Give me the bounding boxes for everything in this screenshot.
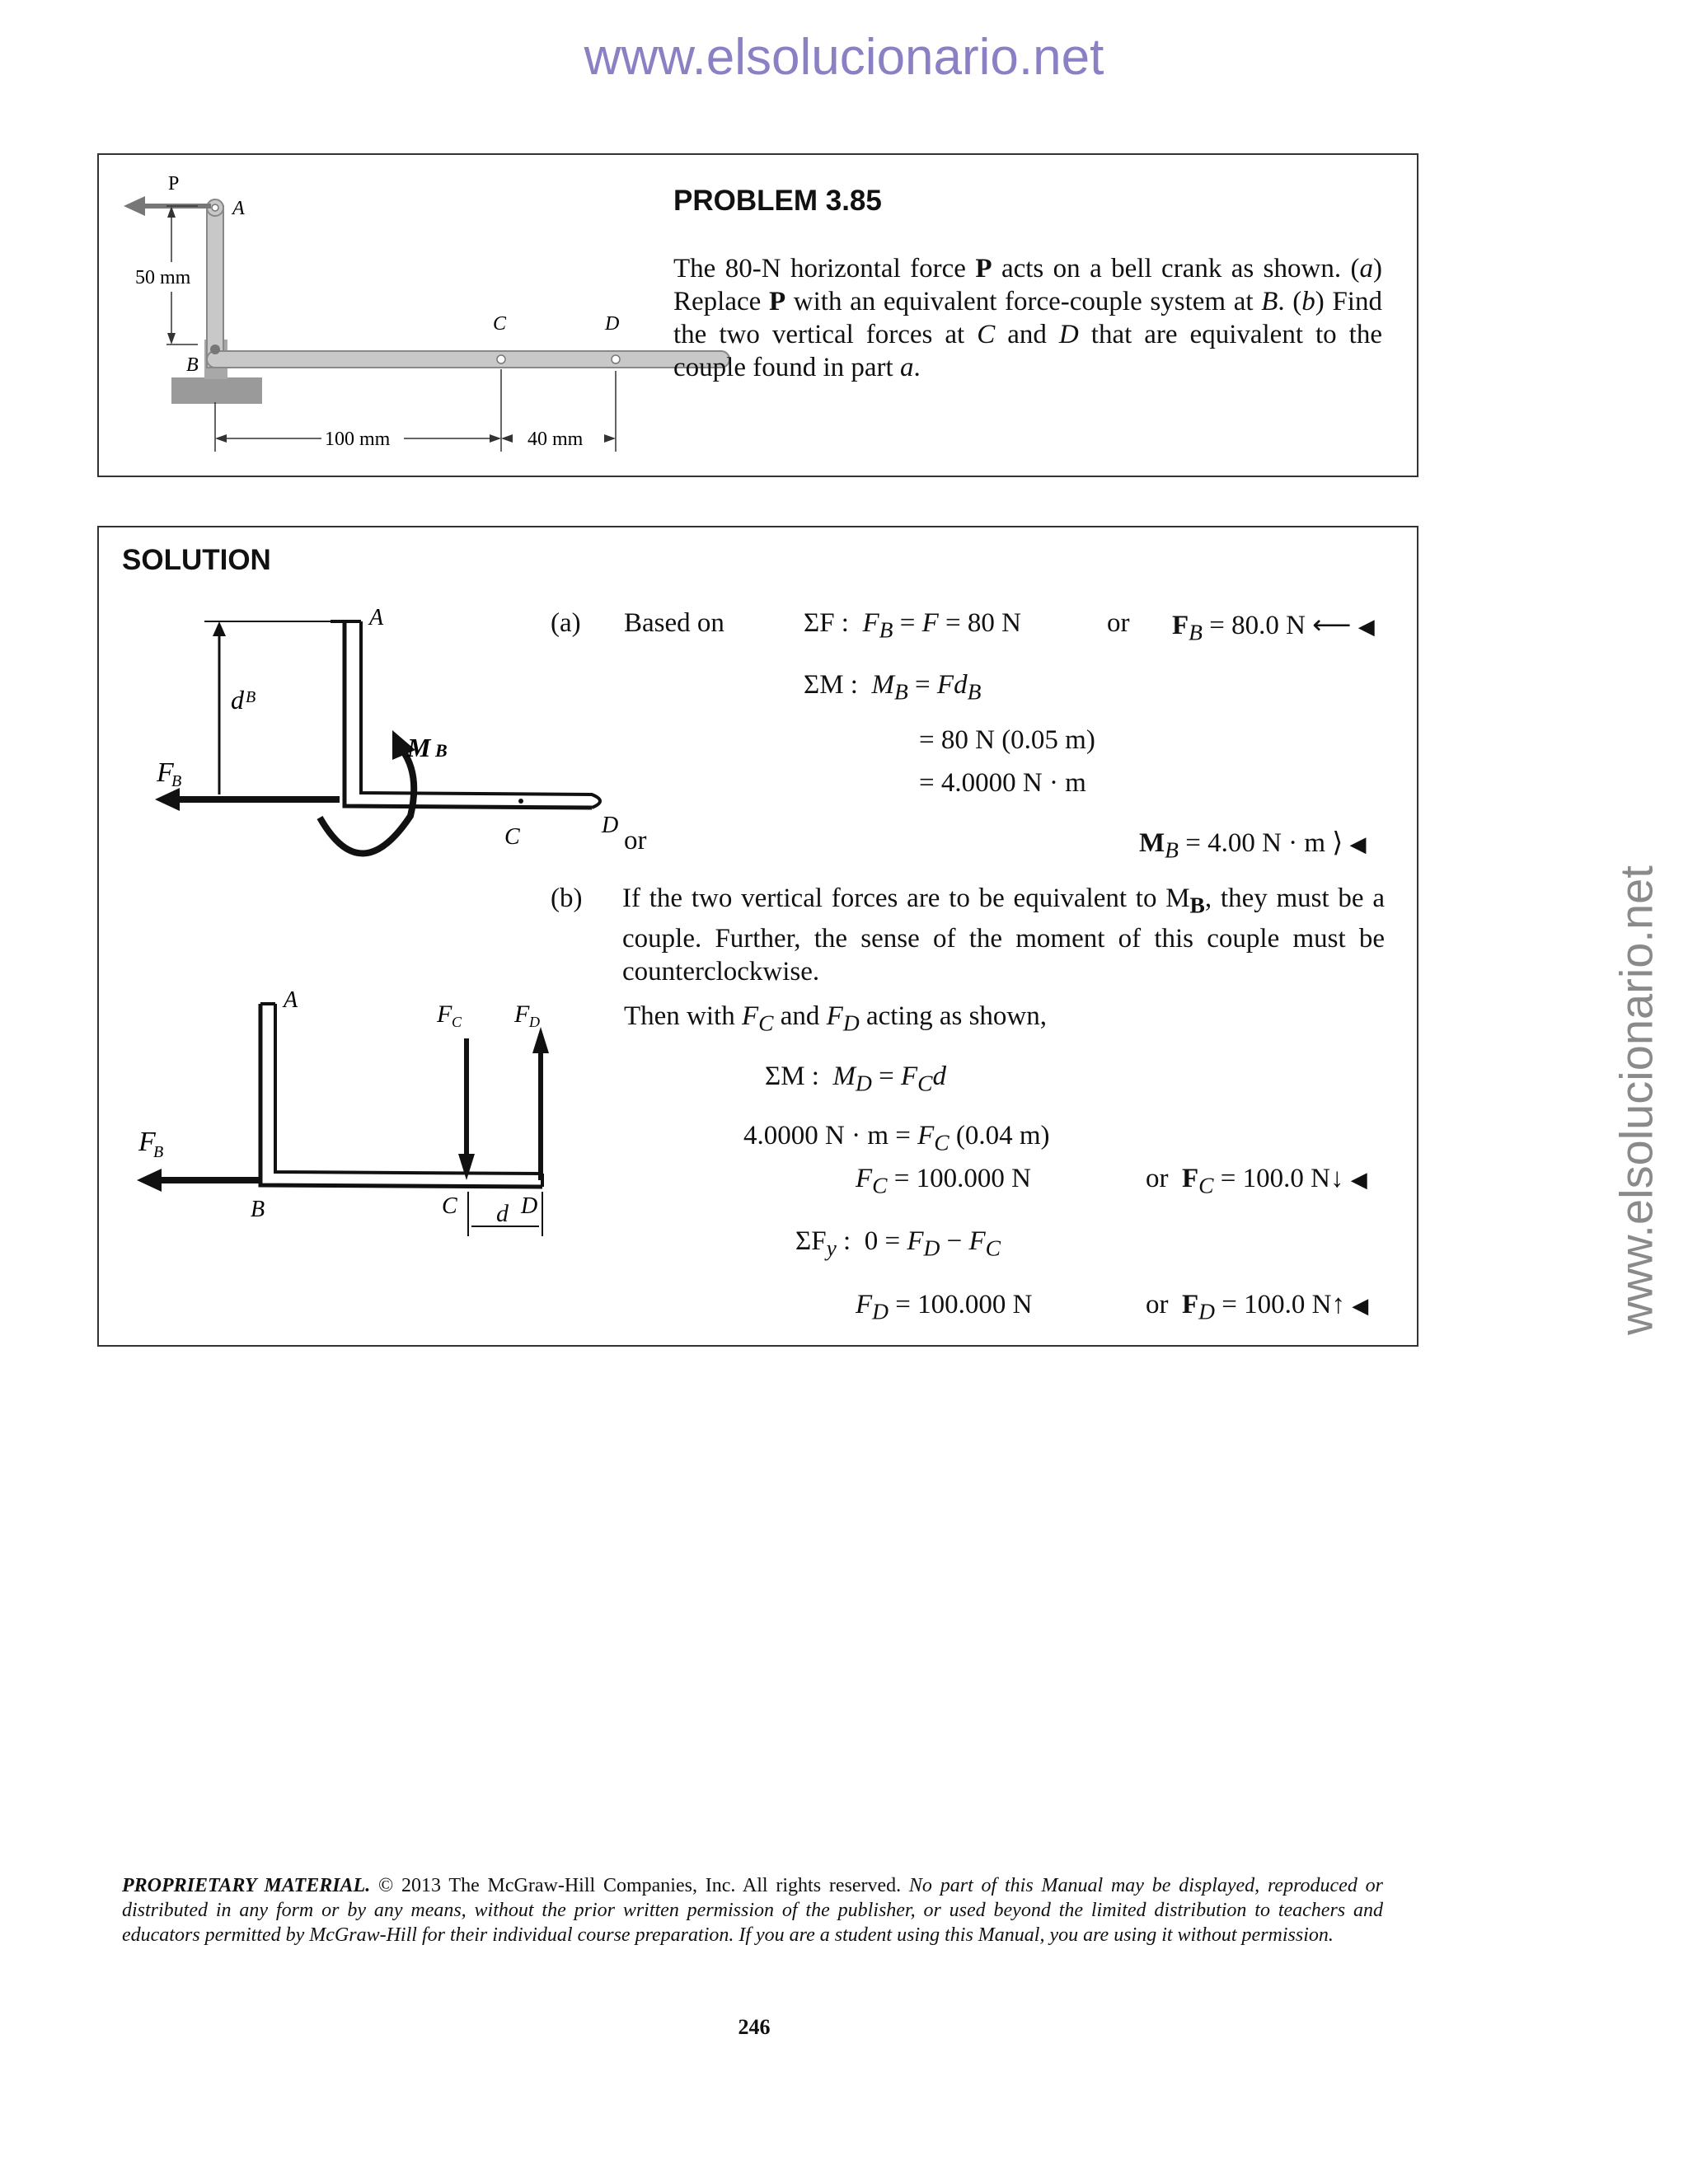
sketch1-fb-sub: B [171, 772, 182, 790]
sketch2-fb-sub: B [153, 1143, 164, 1161]
result-mb: $M_B = 4.00$ N · m ⟩ ◀ [1139, 828, 1367, 863]
watermark-top: www.elsolucionario.net [584, 29, 1104, 86]
footer-notice: No part of this Manual may be displayed, reproduced or distributed in any form or by any means, without the prior written permission of the publisher, or used beyond the limited distribution to teachers and educators permitted by McGraw-Hill for their individual course preparation. If you are a student using this Manual, you are using it without permission. [122, 1875, 1383, 1946]
part-b-statement [622, 882, 1385, 988]
sketch1-fb: F [157, 757, 174, 788]
or-text-2: or [624, 826, 647, 855]
label-50mm: 50 mm [135, 267, 191, 288]
eq-mb-val: = 4.0000 N · m [919, 768, 1086, 798]
eq-fd-val: $F_D = 100.000$ N [856, 1290, 1033, 1324]
result-fc: or $F_C = 100.0$ N↓ ◀ [1146, 1164, 1367, 1198]
sketch2-fc: F [437, 1001, 452, 1028]
then-with-1: Then with [624, 1001, 735, 1031]
then-with-2: acting as shown, [865, 1001, 1047, 1031]
eq-sum-f: ΣF : $F_B = F = 80$ N [804, 608, 1021, 643]
sketch1-db-sub: B [246, 688, 256, 706]
sketch2-fb: F [138, 1127, 156, 1157]
result-fb: $F_B = 80.0$ N ⟵ ◀ [1172, 611, 1375, 645]
label-p: P [168, 173, 180, 194]
eq-mb-sub: = 80 N (0.05 m) [919, 725, 1095, 755]
sketch1-mb-sub: B [435, 740, 448, 761]
sketch2-fc-sub: C [452, 1014, 462, 1030]
sketch2-d: D [521, 1193, 538, 1219]
sketch1-c: C [504, 824, 520, 850]
label-c: C [493, 313, 507, 335]
free-body-sketch-b [114, 987, 592, 1227]
part-b-label: (b) [551, 883, 583, 913]
free-body-sketch-a [114, 605, 619, 882]
based-on-text: Based on [624, 608, 724, 638]
copyright-footer [122, 1873, 1383, 1947]
sketch2-a: A [284, 987, 298, 1013]
sketch2-b: B [251, 1197, 265, 1222]
part-b-text-sub: B [1189, 892, 1205, 918]
eq-fc-val: $F_C = 100.000$ N [856, 1164, 1031, 1198]
then-with-and: and [780, 1001, 820, 1031]
sketch1-a: A [369, 605, 384, 630]
label-d: D [605, 313, 620, 335]
sketch2-fd-sub: D [529, 1014, 540, 1030]
sketch1-d: D [602, 813, 619, 838]
sketch1-db: d [231, 685, 244, 715]
problem-box [97, 153, 1418, 477]
part-b-text: If the two vertical forces are to be equivalent to M [622, 883, 1190, 913]
label-100mm: 100 mm [325, 429, 391, 450]
sketch1-mb: M [407, 733, 431, 762]
problem-statement: The 80-N horizontal force P acts on a bell crank as shown. (a) Replace P with an equivalent force-couple system at B. (b) Find the two vertical forces at C and D that are equivalent to the couple found in part a. [673, 254, 1383, 382]
sketch2-fd: F [514, 1001, 530, 1028]
footer-lead: PROPRIETARY MATERIAL. [122, 1875, 371, 1896]
result-fd: or $F_D = 100.0$ N↑ ◀ [1146, 1290, 1369, 1324]
problem-title: PROBLEM 3.85 [673, 185, 882, 217]
label-a: A [232, 198, 245, 219]
solution-box [97, 526, 1418, 1347]
bell-crank-figure [99, 155, 659, 476]
eq-sum-m: ΣM : $M_B = Fd_B$ [804, 670, 982, 705]
sketch2-dist: d [496, 1200, 509, 1227]
then-with-line: Then with $F_C$ and $F_D$ acting as shown, [624, 1001, 1047, 1036]
eq-sum-fy: $\Sigma F_y$ : $0 = F_D - F_C$ [795, 1226, 1001, 1261]
part-b-text-rest: , they must be a couple. Further, the sense of the moment of this couple must be counterclockwise. [622, 883, 1385, 987]
page-number: 246 [738, 2015, 771, 2039]
eq-fc-sub: 4.0000 $N \cdot m = F_C$ (0.04 m) [743, 1121, 1050, 1155]
label-b: B [186, 354, 199, 376]
solution-title: SOLUTION [122, 544, 271, 576]
eq-sum-m-d: ΣM : $M_D = F_Cd$ [765, 1062, 946, 1096]
label-40mm: 40 mm [528, 429, 584, 450]
footer-copyright: © 2013 The McGraw-Hill Companies, Inc. All rights reserved. [370, 1875, 909, 1896]
part-a-label: (a) [551, 608, 581, 638]
sketch2-c: C [442, 1193, 457, 1219]
watermark-side-text: www.elsolucionario.net [1610, 865, 1662, 1335]
or-text-1: or [1107, 608, 1130, 638]
